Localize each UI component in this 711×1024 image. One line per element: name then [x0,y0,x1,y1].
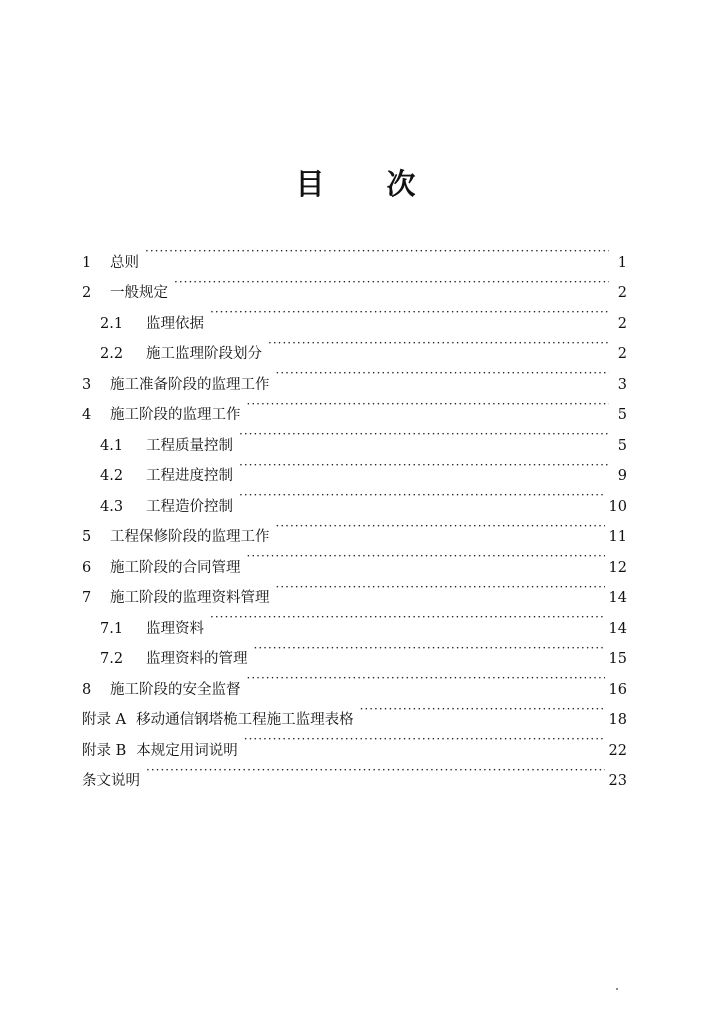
toc-entry-title: 条文说明 [82,773,140,789]
toc-entry-title: 施工监理阶段划分 [146,346,262,362]
toc-entry-page: 15 [608,651,627,667]
toc-entry-title: 一般规定 [110,285,168,301]
toc-dot-leader [210,602,605,633]
toc-entry-title: 施工准备阶段的监理工作 [110,376,270,393]
toc-entry-page: 22 [608,742,627,759]
toc-entry-page: 2 [617,346,627,362]
toc-dot-leader [247,663,605,694]
toc-entry-page: 9 [617,468,627,484]
toc-entry-page: 14 [608,590,627,606]
toc-entry-title: 工程保修阶段的监理工作 [110,529,270,545]
toc-dot-leader [247,389,610,420]
toc-dot-leader [247,541,605,572]
toc-dot-leader [268,328,609,359]
toc-entry-number: 7.2 [100,651,124,667]
toc-entry-number: 7.1 [100,620,124,637]
toc-entry-page: 2 [617,315,627,332]
toc-entry-title: 施工阶段的安全监督 [110,681,241,698]
toc-entry-title: 施工阶段的监理工作 [110,407,241,423]
toc-entry-number: 6 [82,559,92,576]
toc-dot-leader [254,633,605,664]
toc-entry-title: 监理资料 [146,620,204,637]
toc-entry-title: 监理依据 [146,315,204,332]
toc-entry-number: 2.2 [100,346,124,362]
toc-entry-page: 5 [617,407,627,423]
toc-entry-title: 监理资料的管理 [146,651,248,667]
toc-entry-page: 3 [617,376,627,393]
toc-entry-page: 10 [608,498,627,515]
toc-entry-page: 23 [608,773,627,789]
toc-dot-leader [239,450,609,481]
toc-entry-number: 4.2 [100,468,124,484]
toc-dot-leader [276,358,610,389]
toc-dot-leader [276,511,605,542]
toc-entry-page: 14 [608,620,627,637]
toc-entry-title: 施工阶段的合同管理 [110,559,241,576]
table-of-contents [82,236,627,789]
toc-entry-page: 2 [617,285,627,301]
toc-entry-title: 本规定用词说明 [136,742,238,759]
toc-entry-title: 工程进度控制 [146,468,233,484]
page-title [0,162,711,203]
toc-entry-title: 总则 [110,254,139,271]
toc-dot-leader [360,694,605,725]
toc-entry-number: 1 [82,254,92,271]
toc-entry-page: 12 [608,559,627,576]
page-title-part1: 目 [295,167,325,202]
toc-entry[interactable] [82,755,627,789]
toc-entry-number: 5 [82,529,92,545]
toc-entry-page: 5 [617,437,627,454]
toc-dot-leader [244,724,605,755]
toc-entry-number: 3 [82,376,92,393]
toc-dot-leader [146,755,605,786]
toc-entry-title: 工程质量控制 [146,437,233,454]
toc-entry-number: 8 [82,681,92,698]
toc-dot-leader [145,236,609,267]
toc-dot-leader [174,267,609,298]
toc-dot-leader [276,572,605,603]
toc-entry-number: 4.1 [100,437,124,454]
toc-dot-leader [210,297,609,328]
scan-speck [616,988,618,990]
toc-entry-number: 7 [82,590,92,606]
toc-dot-leader [239,480,605,511]
toc-entry-title: 移动通信钢塔桅工程施工监理表格 [136,712,354,728]
toc-entry-number: 2.1 [100,315,124,332]
toc-entry-number: 附录 A [82,712,127,728]
toc-entry-page: 1 [617,254,627,271]
toc-entry-page: 16 [608,681,627,698]
toc-entry-title: 施工阶段的监理资料管理 [110,590,270,606]
page-title-part2: 次 [386,167,416,202]
toc-entry[interactable] [82,236,627,271]
toc-entry[interactable] [82,267,627,301]
toc-entry-title: 工程造价控制 [146,498,233,515]
toc-dot-leader [239,419,609,450]
toc-entry-number: 4.3 [100,498,124,515]
toc-entry-page: 18 [608,712,627,728]
toc-entry-number: 2 [82,285,92,301]
toc-entry-number: 4 [82,407,92,423]
toc-entry-number: 附录 B [82,742,127,759]
toc-entry-page: 11 [608,529,627,545]
